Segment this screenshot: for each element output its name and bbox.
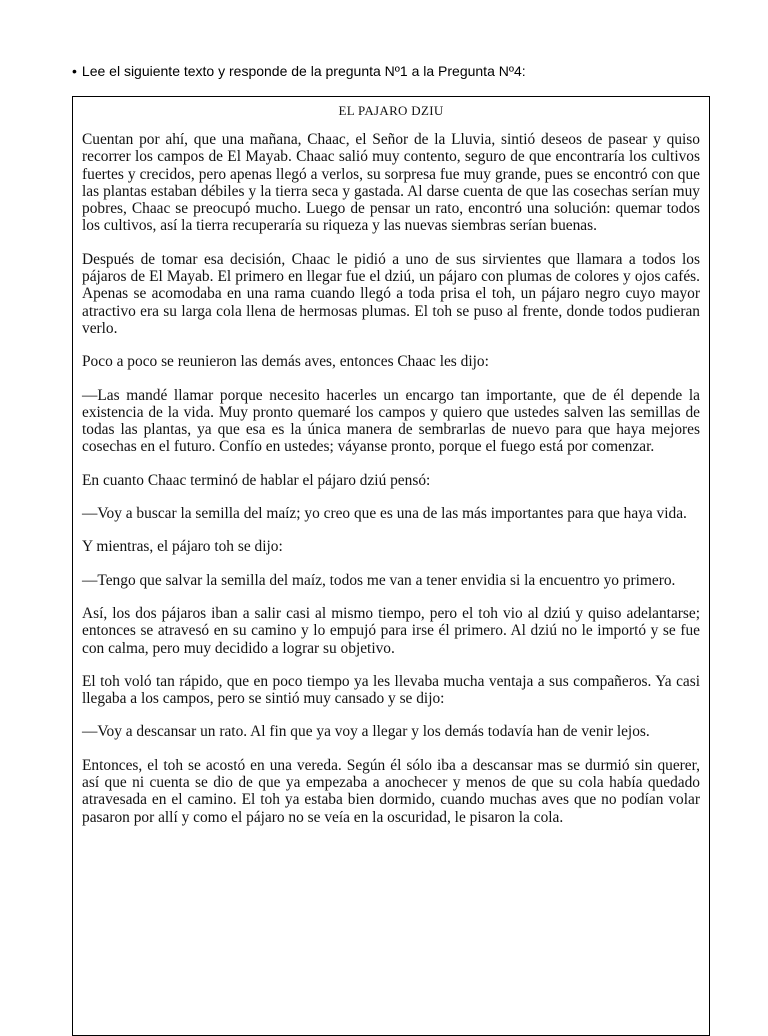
story-paragraph: —Las mandé llamar porque necesito hacerles un encargo tan importante, que de él depende la existencia de la vida. Muy pronto quemaré los campos y quiero que ustedes salven las semillas de todas las plantas, ya que esa es la única manera de sembrarlas de nuevo para que haya mejores cosechas en el futuro. Confío en ustedes; váyanse pronto, porque el fuego está por comenzar. bbox=[82, 386, 700, 456]
story-paragraph: —Voy a buscar la semilla del maíz; yo creo que es una de las más importantes para que haya vida. bbox=[82, 505, 687, 523]
story-paragraph: El toh voló tan rápido, que en poco tiempo ya les llevaba mucha ventaja a sus compañeros. Ya casi llegaba a los campos, pero se sintió muy cansado y se dijo: bbox=[82, 672, 700, 708]
bullet: • bbox=[72, 63, 77, 79]
story-paragraph: —Voy a descansar un rato. Al fin que ya voy a llegar y los demás todavía han de venir lejos. bbox=[82, 723, 650, 741]
story-paragraph: Así, los dos pájaros iban a salir casi al mismo tiempo, pero el toh vio al dziú y quiso adelantarse; entonces se atravesó en su camino y lo empujó para irse él primero. Al dziú no le importó y se fue con calma, pero muy decidido a lograr su objetivo. bbox=[82, 604, 700, 657]
instruction-line bbox=[72, 63, 526, 79]
story-title: EL PAJARO DZIU bbox=[338, 103, 444, 118]
story-paragraph: Poco a poco se reunieron las demás aves, entonces Chaac les dijo: bbox=[82, 353, 489, 371]
story-paragraph: Después de tomar esa decisión, Chaac le pidió a uno de sus sirvientes que llamara a todos los pájaros de El Mayab. El primero en llegar fue el dziú, un pájaro con plumas de colores y ojos cafés. Apenas se acomodaba en una rama cuando llegó a toda prisa el toh, un pájaro negro cuyo mayor atractivo era su larga cola llena de hermosas plumas. El toh se puso al frente, donde todos pudieran verlo. bbox=[82, 250, 700, 337]
story-paragraph: Y mientras, el pájaro toh se dijo: bbox=[82, 538, 283, 556]
instruction-text: Lee el siguiente texto y responde de la pregunta Nº1 a la Pregunta Nº4: bbox=[81, 63, 526, 79]
story-paragraph: En cuanto Chaac terminó de hablar el pájaro dziú pensó: bbox=[82, 471, 431, 489]
story-box bbox=[72, 96, 710, 1036]
story-paragraph: —Tengo que salvar la semilla del maíz, todos me van a tener envidia si la encuentro yo primero. bbox=[82, 571, 676, 589]
story-paragraph: Entonces, el toh se acostó en una vereda. Según él sólo iba a descansar mas se durmió sin querer, así que ni cuenta se dio de que ya empezaba a anochecer y menos de que su cola había quedado atravesada en el camino. El toh ya estaba bien dormido, cuando muchas aves que no podían volar pasaron por allí y como el pájaro no se veía en la oscuridad, le pisaron la cola. bbox=[82, 756, 700, 826]
story-paragraph: Cuentan por ahí, que una mañana, Chaac, el Señor de la Lluvia, sintió deseos de pasear y quiso recorrer los campos de El Mayab. Chaac salió muy contento, seguro de que encontraría los cultivos fuertes y crecidos, pero apenas llegó a verlos, su sorpresa fue muy grande, pues se encontró con que las plantas estaban débiles y la tierra seca y gastada. Al darse cuenta de que las cosechas serían muy pobres, Chaac se preocupó mucho. Luego de pensar un rato, encontró una solución: quemar todos los cultivos, así la tierra recuperaría su riqueza y las nuevas siembras serían buenas. bbox=[82, 131, 700, 235]
